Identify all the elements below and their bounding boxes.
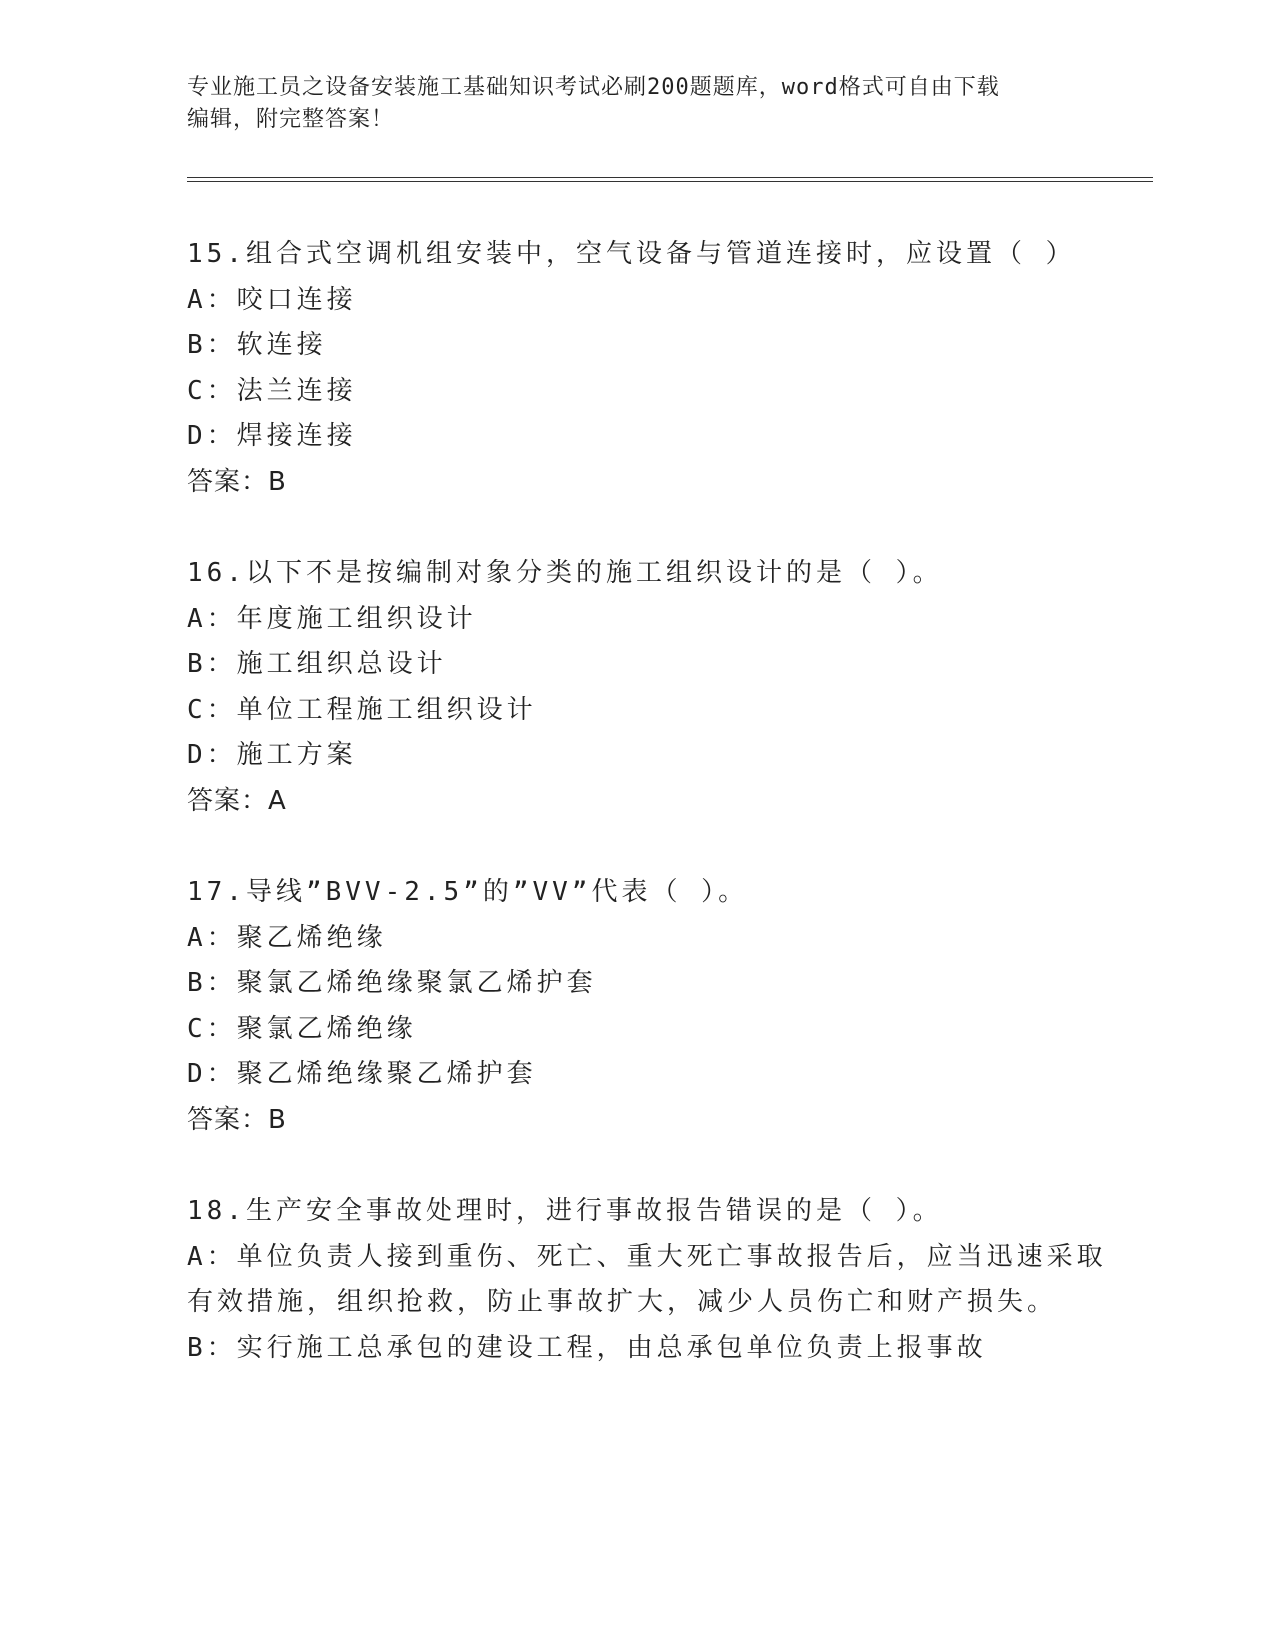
option-b: B：软连接 — [187, 330, 327, 360]
answer-label: 答案：B — [187, 1104, 287, 1135]
question-18 — [187, 1189, 1107, 1371]
option-b: B：实行施工总承包的建设工程，由总承包单位负责上报事故 — [187, 1332, 987, 1363]
document-header — [187, 72, 1087, 136]
question-16 — [187, 551, 1087, 824]
option-d: D：聚乙烯绝缘聚乙烯护套 — [187, 1059, 537, 1089]
question-stem: 15.组合式空调机组安装中，空气设备与管道连接时，应设置（ ） — [187, 239, 1076, 269]
question-stem: 16.以下不是按编制对象分类的施工组织设计的是（ ）。 — [187, 558, 943, 588]
header-divider-bottom — [187, 181, 1153, 182]
option-c: C：单位工程施工组织设计 — [187, 694, 537, 725]
option-a: A：单位负责人接到重伤、死亡、重大死亡事故报告后，应当迅速采取 — [187, 1241, 1107, 1272]
option-b: B：施工组织总设计 — [187, 649, 447, 679]
header-divider-top — [187, 177, 1153, 178]
option-c: C：聚氯乙烯绝缘 — [187, 1013, 417, 1044]
option-d: D：焊接连接 — [187, 421, 357, 451]
question-15 — [187, 232, 1087, 505]
option-a: A：聚乙烯绝缘 — [187, 922, 387, 953]
header-line-2: 编辑，附完整答案！ — [187, 107, 395, 132]
option-a: A：年度施工组织设计 — [187, 603, 477, 634]
question-17 — [187, 870, 1087, 1143]
answer-label: 答案：B — [187, 466, 287, 497]
option-a-continued: 有效措施，组织抢救，防止事故扩大，减少人员伤亡和财产损失。 — [187, 1287, 1058, 1317]
option-b: B：聚氯乙烯绝缘聚氯乙烯护套 — [187, 968, 597, 998]
header-line-1: 专业施工员之设备安装施工基础知识考试必刷200题题库，word格式可自由下载 — [187, 75, 1000, 100]
question-stem: 17.导线”BVV-2.5”的”VV”代表（ ）。 — [187, 877, 749, 907]
answer-label: 答案：A — [187, 785, 287, 816]
question-stem: 18.生产安全事故处理时，进行事故报告错误的是（ ）。 — [187, 1196, 943, 1226]
option-a: A：咬口连接 — [187, 284, 357, 315]
option-d: D：施工方案 — [187, 740, 357, 770]
option-c: C：法兰连接 — [187, 375, 357, 406]
